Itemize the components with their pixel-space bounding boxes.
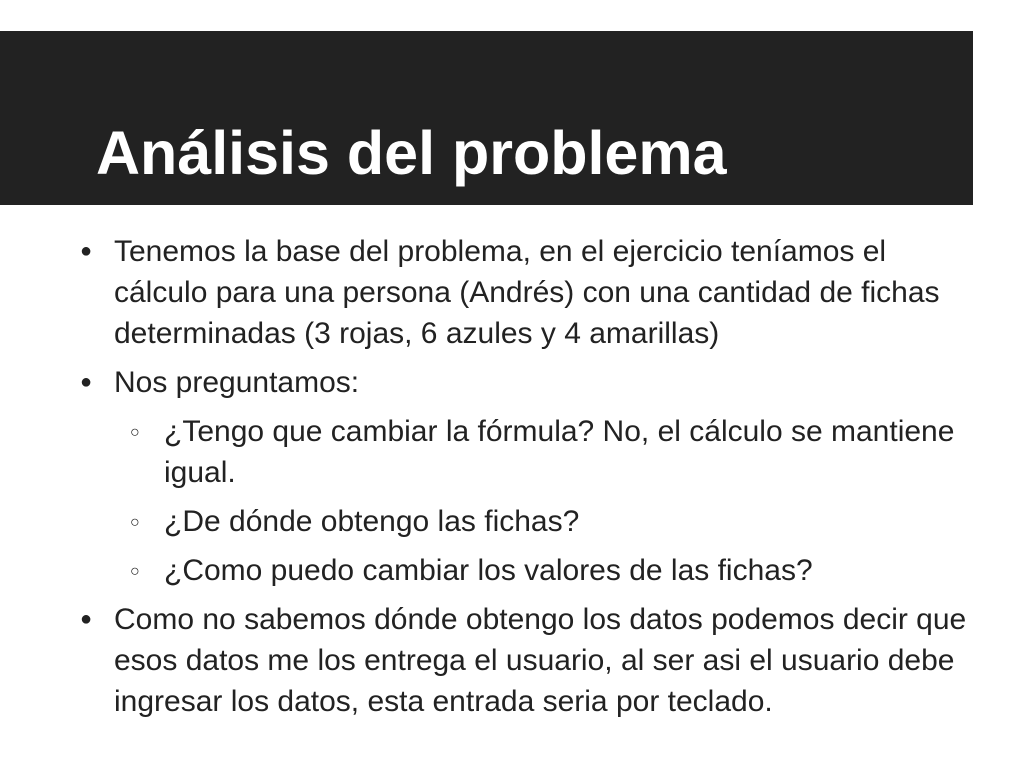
sub-bullet-item bbox=[0, 411, 964, 493]
bullet-item bbox=[0, 362, 974, 403]
filled-bullet-icon: ● bbox=[80, 240, 93, 262]
hollow-bullet-icon: ○ bbox=[130, 514, 140, 531]
filled-bullet-icon: ● bbox=[80, 608, 93, 630]
bullet-list bbox=[0, 231, 1000, 730]
sub-bullet-text: ¿Tengo que cambiar la fórmula? No, el cálculo se mantiene igual. bbox=[164, 415, 955, 489]
bullet-text: Nos preguntamos: bbox=[114, 366, 360, 399]
slide-title: Análisis del problema bbox=[96, 119, 727, 187]
sub-bullet-text: ¿Como puedo cambiar los valores de las fichas? bbox=[164, 554, 813, 587]
bullet-item bbox=[0, 599, 974, 722]
sub-bullet-item bbox=[0, 501, 964, 542]
hollow-bullet-icon: ○ bbox=[130, 563, 140, 580]
hollow-bullet-icon: ○ bbox=[130, 424, 140, 441]
bullet-text: Como no sabemos dónde obtengo los datos podemos decir que esos datos me los entrega el usuario, al ser asi el usuario debe ingresar los datos, esta entrada seria por teclado. bbox=[114, 603, 967, 718]
bullet-text: Tenemos la base del problema, en el ejercicio teníamos el cálculo para una persona (Andrés) con una cantidad de fichas determinadas (3 rojas, 6 azules y 4 amarillas) bbox=[114, 235, 940, 350]
bullet-item bbox=[0, 231, 974, 354]
filled-bullet-icon: ● bbox=[80, 371, 93, 393]
sub-bullet-text: ¿De dónde obtengo las fichas? bbox=[164, 505, 580, 538]
sub-bullet-item bbox=[0, 550, 964, 591]
